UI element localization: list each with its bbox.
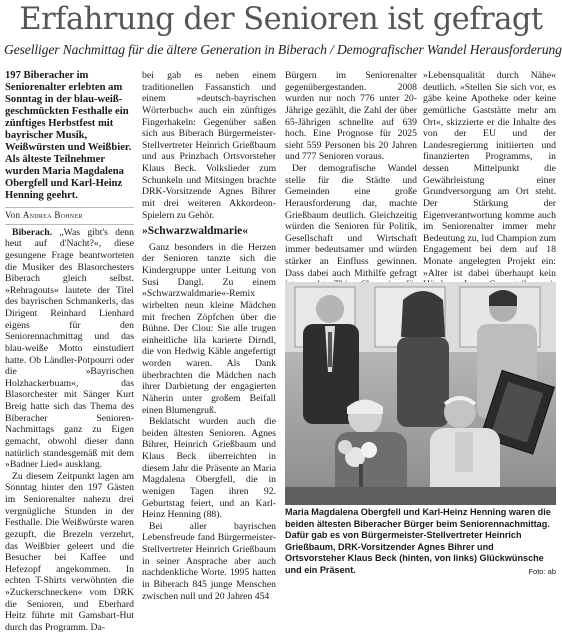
body-paragraph bbox=[5, 227, 134, 471]
byline-author: Andrea Bohner bbox=[22, 210, 83, 220]
photo-illustration bbox=[285, 282, 556, 505]
column-3 bbox=[285, 70, 417, 303]
body-paragraph: Ganz besonders in die Herzen der Senioren tanzte sich die Kindergruppe unter Leitung von Susi Dangl. Zu einem »Schwarzwaldmarie«-Remix wirbelten neun kleine Mädchen mit frechen Zöpfchen über die Bühne. Der Clou: Sie alle trugen einheitliche lila karierte Dirndl, die von Hedwig Käble angefertigt worden waren. Als Dank überbrachten die Mädchen nach ihrer Darbietung der engagierten Näherin unter großem Beifall einen Blumengruß. bbox=[142, 241, 276, 416]
column-4 bbox=[423, 70, 556, 303]
photo-caption bbox=[285, 507, 556, 577]
caption-text: Maria Magdalena Obergfell und Karl-Heinz Henning waren die beiden ältesten Biberacher Bürger beim Seniorennachmittag. Dafür gab es von Bürgermeister-Stellvertreter Heinrich Grießbaum, DRK-Vorsitzender Agnes Bihrer und Ortsvorsteher Klaus Beck (hinten, von links) Glückwünsche und ein Präsent. bbox=[285, 507, 551, 575]
body-paragraph: bei gab es neben einem traditionellen Fassanstich und einem »deutsch-bayrischen Wörterbuch« auch ein zünftiges Fingerhakeln: Gegenüber saßen sich aus Biberach Bürgermeister-Stellvertreter Heinrich Grießbaum und aus Prinzbach Ortsvorsteher Klaus Beck. Volkslieder zum Schunkeln und Mitsingen brachte DRK-Vorsitzende Agnes Bihrer mit drei weiteren Akkordeon-Spielern zu Gehör. bbox=[142, 70, 276, 221]
article-photo bbox=[285, 282, 556, 505]
body-paragraph: Zu diesem Zeitpunkt lagen am Sonntag hinter den 197 Gästen im Seniorenalter nahezu drei vergnügliche Stunden in der Festhalle. Die Weißwürste waren gezupft, die Brezeln verzehrt, das Weißbier geleert und die Besucher bei Kaffee und Hefezopf angekommen. In echten T-Shirts verwöhnten die »Zuckerschnecken« vom DRK die Senioren, und Eberhard Heitz führte mit Gamsbart-Hut durch das Programm. Da- bbox=[5, 470, 134, 633]
column-2 bbox=[142, 70, 276, 602]
subtitle: Geselliger Nachmittag für die ältere Generation in Biberach / Demografischer Wandel Herausforderung bbox=[4, 42, 562, 57]
byline-prefix: Von bbox=[5, 210, 21, 220]
body-paragraph: Beklatscht wurden auch die beiden ältesten Senioren. Agnes Bihrer, Heinrich Grießbaum und Klaus Beck überreichten in diesem Jahr die Präsente an Maria Magdalena Obergfell, die in wenigen Tagen ihren 92. Geburtstag feiert, und an Karl-Heinz Henning (88). bbox=[142, 416, 276, 521]
body-paragraph: Bürgern im Seniorenalter gegenübergestanden. 2008 wurden nur noch 776 unter 20-Jährige gezählt, die Zahl der über 65-Jährigen schnellte auf 639 hoch. Eine Prognose für 2025 sieht 559 Personen bis 20 Jahren und 777 Senioren voraus. bbox=[285, 70, 417, 163]
dateline: Biberach. bbox=[12, 226, 53, 238]
body-text: „Was gibt's denn heut auf d'Nacht?«, diese gesungene Frage beantworteten die Musiker des Blasorchesters Biberach gleich selbst. »Rehragouts« lautete der Titel des bayrischen Schmankerls, das Dirigent Reinhard Lienhard eigens für den Seniorennachmittag und das blau-weiße Motto einstudiert hatte. Ob Ländler-Potpourri oder die »Bayrischen Holzhackerbuam«, das Blasorchester mit Sänger Kurt Breig hatte sich das Thema des Biberacher Senioren-Nachmittags ganz zu Eigen gemacht, obwohl dieser dann natürlich standesgemäß mit dem »Badner Lied« ausklang. bbox=[5, 226, 134, 471]
subheading: »Schwarzwaldmarie« bbox=[142, 225, 249, 238]
photo-credit: Foto: ab bbox=[528, 566, 556, 576]
column-1 bbox=[5, 70, 134, 634]
body-paragraph: Der demografische Wandel stelle für die Städte und Gemeinden eine große Herausforderung dar, machte Grießbaum deutlich. Gleichzeitig würden die Senioren für Politik, Gesellschaft und Wirtschaft immer bedeutsamer und würden stärker an Einfluss gewinnen. Dass dabei auch Mithilfe gefragt bbox=[285, 163, 417, 279]
body-paragraph: Bei aller bayrischen Lebensfreude fand Bürgermeister-Stellvertreter Heinrich Grießbaum in seiner Ansprache aber auch nachdenkliche Worte. 1995 hatten in Biberach 845 junge Menschen zwischen null und 20 Jahren 454 bbox=[142, 520, 276, 602]
lead-paragraph: 197 Biberacher im Seniorenalter erlebten am Sonntag in der blau-weiß-geschmückten Festhalle ein zünftiges Herbstfest mit bayrischer Musik, Weißwürsten und Weißbier. Als älteste Teilnehmer wurden Maria Magdalena Obergfell und Karl-Heinz Henning geehrt. bbox=[5, 70, 132, 201]
body-paragraph: »Lebensqualität durch Nähe« deutlich. »Stellen Sie sich vor, es gäbe keine Apotheke oder keine gemütliche Gaststätte mehr am Ort«, skizzierte er die Inhalte des von der EU und der Landesregierung initiierten und finanzierten Programms, in dessen Mittelpunkt die Gewährleistung einer Grundversorgung am Ort steht. Der Stärkung der Eigenverantwortung komme auch im Seniorenalter immer mehr Bedeutung zu, lud Champion zum Engagement bei dem auf 18 Monate angelegten Projekt ein: »Alter ist dabei überhaupt kein bbox=[423, 70, 556, 279]
byline bbox=[5, 207, 134, 225]
headline: Erfahrung der Senioren ist gefragt bbox=[19, 2, 543, 37]
